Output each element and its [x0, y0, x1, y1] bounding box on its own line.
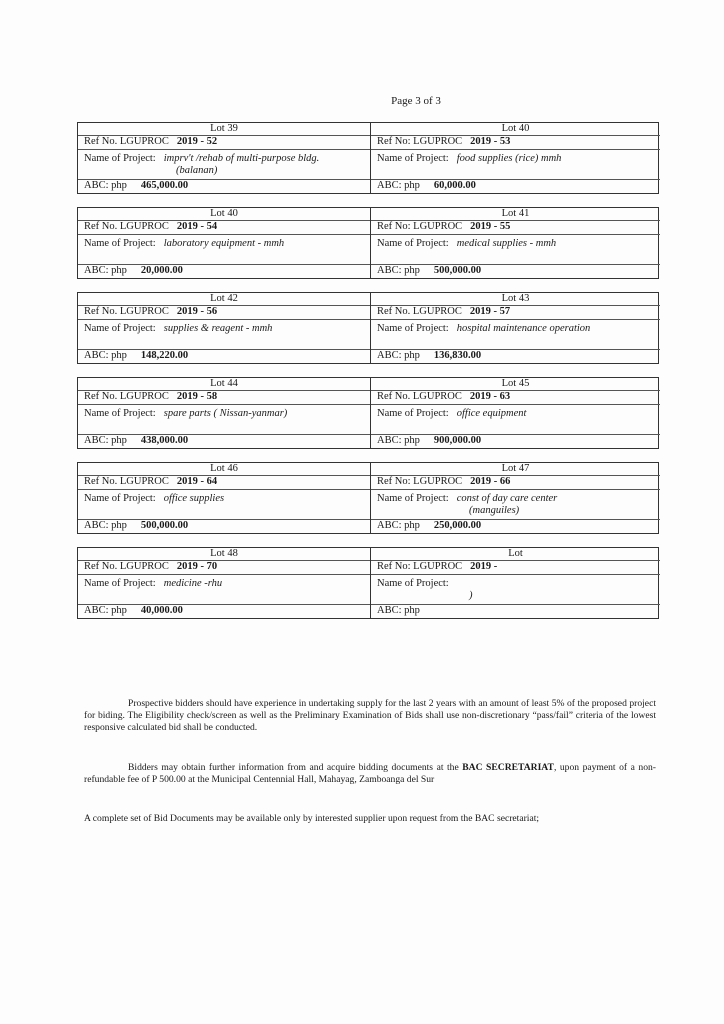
- ref-number: 2019 - 55: [470, 221, 511, 232]
- lot-number: Lot: [371, 548, 660, 561]
- project-name-value: imprv't /rehab of multi-purpose bldg.: [163, 153, 320, 164]
- lot-number: Lot 40: [78, 208, 370, 221]
- lot-ref: [78, 476, 370, 490]
- ref-label: Ref No. LGUPROC: [84, 476, 169, 487]
- lot-ref: [371, 561, 660, 575]
- project-name-label: Name of Project:: [377, 323, 449, 334]
- ref-number: 2019 - 54: [176, 221, 218, 232]
- abc-value: 60,000.00: [433, 180, 476, 191]
- abc-value: 40,000.00: [140, 605, 183, 616]
- lot-abc: [78, 265, 370, 278]
- project-name-value: spare parts ( Nissan-yanmar): [163, 408, 288, 419]
- lot-number: Lot 48: [78, 548, 370, 561]
- lot-cell: [370, 123, 660, 193]
- lot-abc: [371, 265, 660, 278]
- abc-label: ABC: php: [84, 265, 127, 276]
- project-name-value: medical supplies - mmh: [456, 238, 557, 249]
- lot-cell: [78, 463, 370, 533]
- lot-project-name: [78, 575, 370, 605]
- lot-row: [77, 462, 659, 534]
- abc-value: 148,220.00: [140, 350, 189, 361]
- lot-project-name: [371, 490, 660, 520]
- lot-project-name: [78, 320, 370, 350]
- lot-ref: [78, 306, 370, 320]
- lot-abc: [78, 180, 370, 193]
- ref-label: Ref No. LGUPROC: [84, 391, 169, 402]
- lot-project-name: [371, 320, 660, 350]
- bac-secretariat-label: BAC SECRETARIAT: [462, 762, 554, 773]
- ref-label: Ref No. LGUPROC: [84, 136, 169, 147]
- lot-number: Lot 43: [371, 293, 660, 306]
- ref-label: Ref No: LGUPROC: [377, 561, 463, 572]
- abc-label: ABC: php: [377, 435, 420, 446]
- project-name-label: Name of Project:: [377, 578, 449, 589]
- project-name-value: hospital maintenance operation: [456, 323, 591, 334]
- lot-ref: [371, 221, 660, 235]
- lot-table: [77, 122, 659, 632]
- lot-project-name: [78, 235, 370, 265]
- ref-number: 2019 - 58: [176, 391, 218, 402]
- lot-number: Lot 46: [78, 463, 370, 476]
- abc-value: 500,000.00: [433, 265, 482, 276]
- lot-number: Lot 40: [371, 123, 660, 136]
- lot-cell: [370, 208, 660, 278]
- project-name-label: Name of Project:: [84, 578, 156, 589]
- page-number: Page 3 of 3: [391, 95, 441, 107]
- abc-label: ABC: php: [377, 180, 420, 191]
- project-name-label: Name of Project:: [377, 153, 449, 164]
- lot-ref: [78, 561, 370, 575]
- lot-project-name: [78, 490, 370, 520]
- ref-number: 2019 - 66: [470, 476, 511, 487]
- lot-cell: [78, 293, 370, 363]
- project-name-value: office supplies: [163, 493, 225, 504]
- project-name-label: Name of Project:: [377, 493, 449, 504]
- ref-number: 2019 -: [470, 561, 498, 572]
- project-name-label: Name of Project:: [377, 408, 449, 419]
- abc-value: 20,000.00: [140, 265, 183, 276]
- lot-ref: [78, 136, 370, 150]
- project-name-value: const of day care center: [456, 493, 558, 504]
- project-name-value: food supplies (rice) mmh: [456, 153, 562, 164]
- project-name-value-2: (balanan): [176, 165, 218, 176]
- lot-ref: [371, 136, 660, 150]
- lot-row: [77, 292, 659, 364]
- lot-cell: [78, 208, 370, 278]
- lot-abc: [371, 435, 660, 448]
- project-name-value: office equipment: [456, 408, 527, 419]
- lot-cell: [370, 548, 660, 618]
- lot-project-name: [371, 235, 660, 265]
- project-name-label: Name of Project:: [84, 323, 156, 334]
- lot-row: [77, 377, 659, 449]
- lot-abc: [371, 605, 660, 618]
- ref-label: Ref No: LGUPROC: [377, 136, 463, 147]
- lot-row: [77, 207, 659, 279]
- lot-abc: [371, 350, 660, 363]
- lot-abc: [371, 180, 660, 193]
- lot-cell: [78, 123, 370, 193]
- lot-number: Lot 45: [371, 378, 660, 391]
- ref-number: 2019 - 53: [470, 136, 511, 147]
- lot-number: Lot 47: [371, 463, 660, 476]
- lot-project-name: [78, 405, 370, 435]
- abc-value: 465,000.00: [140, 180, 189, 191]
- lot-abc: [78, 520, 370, 533]
- ref-label: Ref No. LGUPROC: [377, 391, 462, 402]
- project-name-label: Name of Project:: [84, 153, 156, 164]
- project-name-value: supplies & reagent - mmh: [163, 323, 273, 334]
- ref-number: 2019 - 57: [469, 306, 511, 317]
- project-name-value-2: (manguiles): [469, 505, 520, 516]
- lot-ref: [78, 221, 370, 235]
- paragraph-bid-documents: A complete set of Bid Documents may be available only by interested supplier upon request from the BAC secretariat;: [84, 813, 540, 824]
- lot-cell: [370, 463, 660, 533]
- ref-label: Ref No: LGUPROC: [377, 476, 463, 487]
- lot-number: Lot 41: [371, 208, 660, 221]
- lot-project-name: [371, 575, 660, 605]
- abc-label: ABC: php: [84, 180, 127, 191]
- abc-label: ABC: php: [84, 350, 127, 361]
- abc-value: 136,830.00: [433, 350, 482, 361]
- abc-label: ABC: php: [84, 520, 127, 531]
- lot-number: Lot 39: [78, 123, 370, 136]
- lot-ref: [371, 476, 660, 490]
- project-name-value-2: ): [469, 590, 473, 601]
- paragraph-bidding-documents: Bidders may obtain further information from and acquire bidding documents at the BAC SECRETARIAT, upon payment of a non-refundable fee of P 500.00 at the Municipal Centennial Hall, Mahayag, Zamboanga del Sur: [84, 762, 657, 785]
- abc-label: ABC: php: [377, 350, 420, 361]
- lot-ref: [371, 306, 660, 320]
- lot-abc: [78, 605, 370, 618]
- lot-abc: [371, 520, 660, 533]
- lot-cell: [78, 548, 370, 618]
- project-name-value: medicine -rhu: [163, 578, 223, 589]
- ref-label: Ref No. LGUPROC: [84, 561, 169, 572]
- ref-label: Ref No. LGUPROC: [377, 306, 462, 317]
- lot-project-name: [371, 150, 660, 180]
- abc-label: ABC: php: [377, 605, 420, 616]
- lot-cell: [78, 378, 370, 448]
- lot-number: Lot 42: [78, 293, 370, 306]
- ref-number: 2019 - 64: [176, 476, 218, 487]
- lot-ref: [78, 391, 370, 405]
- paragraph-eligibility: Prospective bidders should have experience in undertaking supply for the last 2 years with an amount of least 5% of the proposed project for biding. The Eligibility check/screen as well as the Preliminary Examination of Bids shall use non-discretionary “pass/fail” criteria of the lowest responsive calculated bid shall be conducted.: [84, 698, 656, 733]
- project-name-label: Name of Project:: [84, 493, 156, 504]
- abc-value: 900,000.00: [433, 435, 482, 446]
- ref-label: Ref No. LGUPROC: [84, 306, 169, 317]
- ref-label: Ref No. LGUPROC: [84, 221, 169, 232]
- lot-project-name: [371, 405, 660, 435]
- ref-number: 2019 - 52: [176, 136, 218, 147]
- ref-number: 2019 - 70: [176, 561, 218, 572]
- lot-cell: [370, 293, 660, 363]
- project-name-value: laboratory equipment - mmh: [163, 238, 285, 249]
- abc-value: 500,000.00: [140, 520, 189, 531]
- lot-project-name: [78, 150, 370, 180]
- lot-row: [77, 122, 659, 194]
- lot-abc: [78, 435, 370, 448]
- ref-label: Ref No: LGUPROC: [377, 221, 463, 232]
- abc-label: ABC: php: [377, 520, 420, 531]
- abc-value: 438,000.00: [140, 435, 189, 446]
- abc-label: ABC: php: [84, 605, 127, 616]
- abc-label: ABC: php: [377, 265, 420, 276]
- lot-number: Lot 44: [78, 378, 370, 391]
- lot-cell: [370, 378, 660, 448]
- lot-ref: [371, 391, 660, 405]
- lot-row: [77, 547, 659, 619]
- ref-number: 2019 - 56: [176, 306, 218, 317]
- abc-label: ABC: php: [84, 435, 127, 446]
- abc-value: 250,000.00: [433, 520, 482, 531]
- lot-abc: [78, 350, 370, 363]
- project-name-label: Name of Project:: [84, 408, 156, 419]
- project-name-label: Name of Project:: [377, 238, 449, 249]
- project-name-label: Name of Project:: [84, 238, 156, 249]
- ref-number: 2019 - 63: [469, 391, 511, 402]
